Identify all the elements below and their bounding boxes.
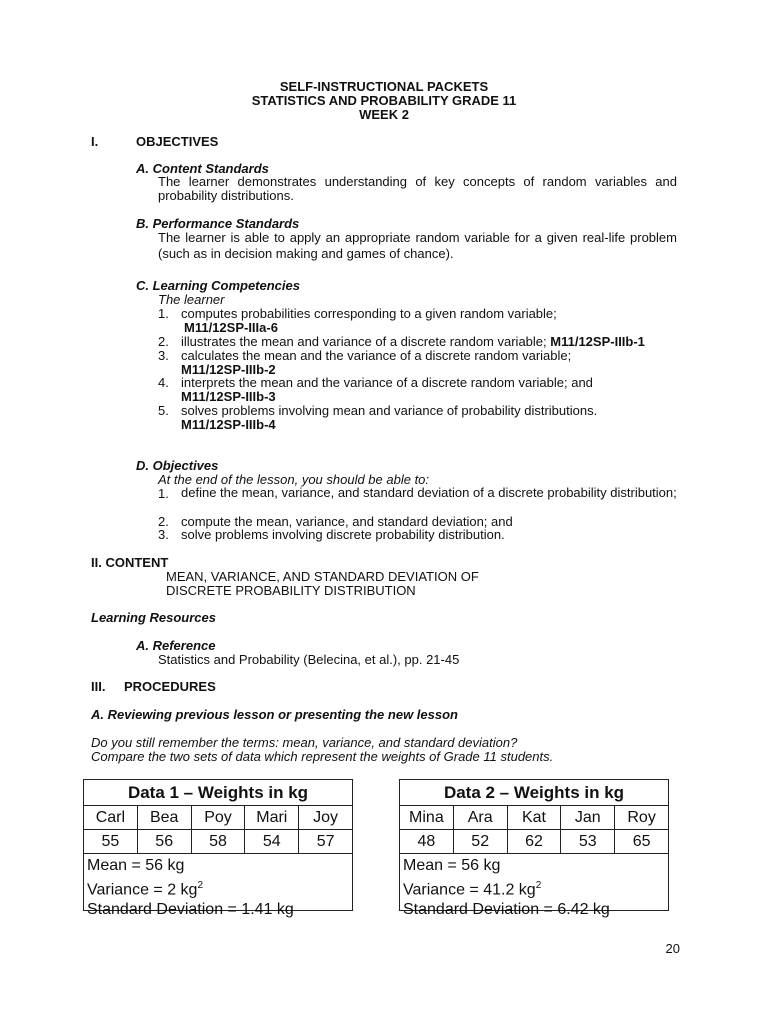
- content-line-1: MEAN, VARIANCE, AND STANDARD DEVIATION OF: [166, 569, 479, 584]
- data-2-weight-cell: 48: [400, 830, 454, 853]
- data-2-weights-row: [400, 830, 668, 854]
- data-2-mean: Mean = 56 kg: [403, 857, 501, 874]
- data-2-name-cell: Ara: [454, 806, 508, 829]
- section-1-title: OBJECTIVES: [136, 134, 219, 149]
- content-standards-text: The learner demonstrates understanding of key concepts of random variables and probability distributions.: [158, 174, 677, 203]
- objectives-heading: D. Objectives: [136, 458, 219, 473]
- performance-standards-heading: B. Performance Standards: [136, 216, 300, 231]
- data-2-name-cell: Mina: [400, 806, 454, 829]
- data-1-name-cell: Carl: [84, 806, 138, 829]
- data-2-name-cell: Jan: [561, 806, 615, 829]
- data-1-name-cell: Mari: [245, 806, 299, 829]
- reference-text: Statistics and Probability (Belecina, et al.), pp. 21-45: [158, 652, 460, 667]
- competency-4-num: 4.: [158, 375, 169, 390]
- data-1-name-cell: Joy: [313, 809, 339, 826]
- data-2-weight-cell: 65: [632, 833, 651, 850]
- competency-3-text: calculates the mean and the variance of a discrete random variable;: [181, 348, 572, 363]
- competency-4-code: M11/12SP-IIIb-3: [181, 389, 276, 404]
- header-line-3: WEEK 2: [359, 107, 409, 122]
- data-1-variance-line: [87, 876, 352, 900]
- competency-5-code: M11/12SP-IIIb-4: [181, 417, 276, 432]
- data-1-weight-cell: 55: [84, 830, 138, 853]
- data-1-sd: Standard Deviation = 1.41 kg: [87, 901, 294, 919]
- reference-heading: A. Reference: [136, 638, 216, 653]
- data-1-stats: [84, 854, 352, 920]
- data-2-sd: Standard Deviation = 6.42 kg: [403, 901, 610, 919]
- competency-1-num: 1.: [158, 306, 169, 321]
- content-standards-heading: A. Content Standards: [136, 161, 269, 176]
- data-2-variance: Variance = 41.2 kg: [403, 881, 536, 899]
- data-1-title: Data 1 – Weights in kg: [84, 780, 352, 806]
- section-3-title: PROCEDURES: [124, 679, 216, 694]
- header-line-2: STATISTICS AND PROBABILITY GRADE 11: [251, 93, 517, 108]
- performance-standards-text: The learner is able to apply an appropriate random variable for a given real-life problem (such as in decision making and games of chance).: [158, 230, 677, 261]
- competency-5-num: 5.: [158, 403, 169, 418]
- objective-2-num: 2.: [158, 514, 169, 529]
- procedure-question-1: Do you still remember the terms: mean, variance, and standard deviation?: [91, 735, 518, 750]
- data-1-weight-cell: 54: [245, 830, 299, 853]
- competency-2-code: M11/12SP-IIIb-1: [550, 334, 645, 349]
- data-1-names-row: [84, 806, 352, 830]
- competency-4-text: interprets the mean and the variance of a discrete random variable; and: [181, 375, 593, 390]
- data-1-weight-cell: 56: [138, 830, 192, 853]
- data-1-name-cell: Poy: [192, 806, 246, 829]
- data-2-weight-cell: 62: [508, 830, 562, 853]
- data-2-table: [399, 779, 669, 919]
- data-1-variance-exponent: 2: [197, 880, 203, 891]
- data-1-variance: Variance = 2 kg: [87, 881, 198, 899]
- objective-1-num: 1.: [158, 486, 169, 501]
- page-number: 20: [665, 941, 680, 956]
- data-2-name-cell: Kat: [508, 806, 562, 829]
- objective-3-text: solve problems involving discrete probability distribution.: [181, 527, 505, 542]
- competency-1-code: M11/12SP-IIIa-6: [184, 320, 278, 335]
- data-1-weight-cell: 58: [192, 830, 246, 853]
- data-1-weights-row: [84, 830, 352, 854]
- header-line-1: SELF-INSTRUCTIONAL PACKETS: [279, 79, 489, 94]
- procedure-question-2: Compare the two sets of data which represent the weights of Grade 11 students.: [91, 749, 554, 764]
- data-1-mean: Mean = 56 kg: [87, 857, 185, 874]
- competency-3-code: M11/12SP-IIIb-2: [181, 362, 276, 377]
- procedure-subheading: A. Reviewing previous lesson or presenting the new lesson: [91, 707, 458, 722]
- data-1-table: [83, 779, 353, 919]
- data-2-variance-line: [403, 876, 668, 900]
- section-3-numeral: III.: [91, 679, 106, 694]
- competency-2-text: illustrates the mean and variance of a discrete random variable;: [181, 334, 547, 349]
- data-2-weight-cell: 52: [454, 830, 508, 853]
- content-line-2: DISCRETE PROBABILITY DISTRIBUTION: [166, 583, 416, 598]
- competency-3-num: 3.: [158, 348, 169, 363]
- competency-2-num: 2.: [158, 334, 169, 349]
- learning-competencies-heading: C. Learning Competencies: [136, 278, 300, 293]
- data-2-names-row: [400, 806, 668, 830]
- objective-3-num: 3.: [158, 527, 169, 542]
- objectives-intro: At the end of the lesson, you should be able to:: [158, 472, 430, 487]
- competency-1-text: computes probabilities corresponding to a given random variable;: [181, 306, 557, 321]
- objective-2-text: compute the mean, variance, and standard deviation; and: [181, 514, 513, 529]
- data-2-title: Data 2 – Weights in kg: [400, 780, 668, 806]
- data-2-stats: [400, 854, 668, 920]
- data-1-weight-cell: 57: [316, 833, 335, 850]
- data-1-name-cell: Bea: [138, 806, 192, 829]
- data-2-variance-exponent: 2: [535, 880, 542, 891]
- learning-resources-title: Learning Resources: [91, 610, 216, 625]
- competency-2-line: [181, 334, 645, 349]
- data-2-weight-cell: 53: [561, 830, 615, 853]
- section-2-title: II. CONTENT: [91, 555, 169, 570]
- learning-competencies-intro: The learner: [158, 292, 225, 307]
- data-2-name-cell: Roy: [627, 809, 656, 826]
- section-1-numeral: I.: [91, 134, 99, 149]
- objective-1-text: define the mean, variance, and standard deviation of a discrete probability distribution;: [181, 485, 677, 500]
- competency-5-text: solves problems involving mean and variance of probability distributions.: [181, 403, 598, 418]
